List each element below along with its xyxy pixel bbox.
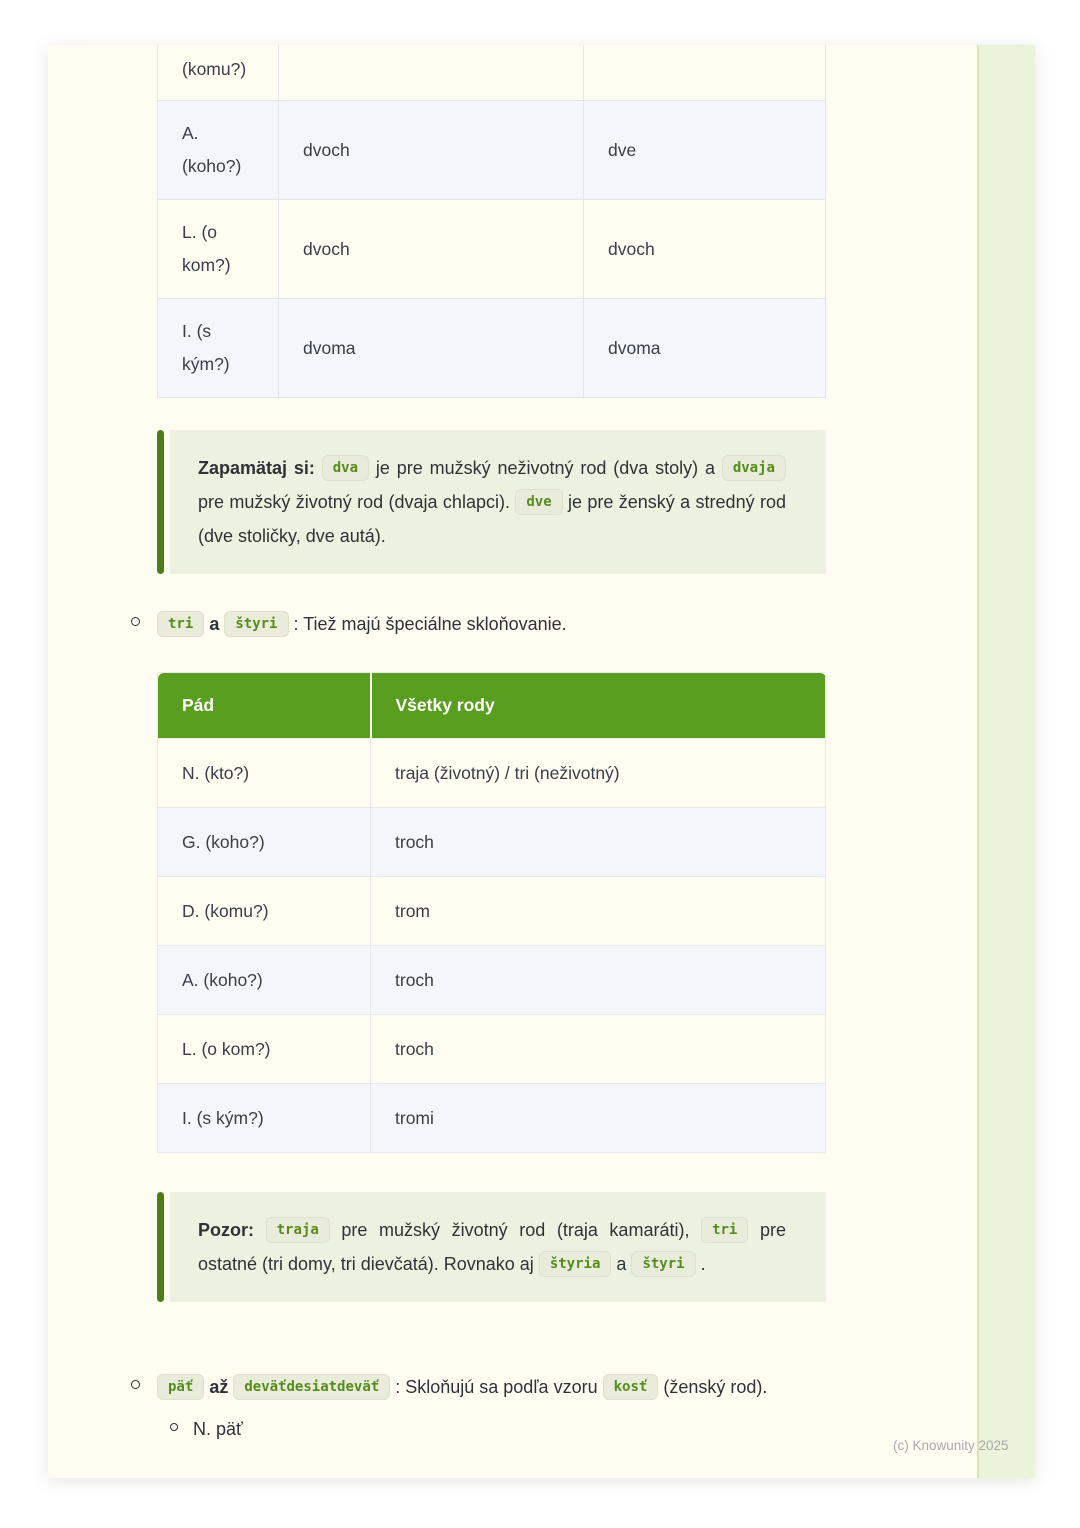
text-run: a xyxy=(616,1254,627,1274)
table-row xyxy=(158,200,826,299)
table-cell xyxy=(279,45,584,101)
table-row xyxy=(158,1015,826,1084)
list-item-tri-styri-text xyxy=(157,614,567,634)
sub-list-item-n-pat-text: N. päť xyxy=(193,1419,243,1439)
table-cell: I. (s kým?) xyxy=(158,299,279,398)
table-row xyxy=(158,946,826,1015)
callout-pozor xyxy=(157,1192,826,1302)
table-cell: dvoma xyxy=(584,299,826,398)
bold-text: a xyxy=(209,614,220,634)
text-run: pre mužský životný rod (dvaja chlapci). xyxy=(198,492,510,512)
code-tag: tri xyxy=(701,1217,748,1243)
bold-text: Pozor: xyxy=(198,1220,254,1240)
table-cell: (komu?) xyxy=(158,45,279,101)
table-row xyxy=(158,877,826,946)
table-cell xyxy=(584,45,826,101)
bullet-circle-icon xyxy=(170,1423,178,1431)
bullet-circle-icon xyxy=(131,1380,140,1389)
table-cell: traja (životný) / tri (neživotný) xyxy=(371,739,826,808)
table-row xyxy=(158,101,826,200)
text-run: : Skloňujú sa podľa vzoru xyxy=(395,1377,598,1397)
note-page xyxy=(48,45,1035,1478)
table-row xyxy=(158,299,826,398)
code-tag: dva xyxy=(322,455,369,481)
table-cell: trom xyxy=(371,877,826,946)
list-item-tri-styri xyxy=(157,607,812,641)
text-run: je pre mužský neživotný rod (dva stoly) a xyxy=(375,458,715,478)
table-cell: D. (komu?) xyxy=(158,877,371,946)
table-cell: N. (kto?) xyxy=(158,739,371,808)
table-cell: troch xyxy=(371,808,826,877)
column-header-vsetky-rody: Všetky rody xyxy=(371,673,826,739)
text-run: pre mužský životný rod (traja kamaráti), xyxy=(341,1220,690,1240)
bullet-circle-icon xyxy=(131,617,140,626)
text-run: . xyxy=(700,1254,706,1274)
code-tag: dvaja xyxy=(722,455,786,481)
copyright-notice: (c) Knowunity 2025 xyxy=(893,1438,1009,1453)
table-cell: dvoma xyxy=(279,299,584,398)
code-tag: štyri xyxy=(631,1251,695,1277)
table-cell: tromi xyxy=(371,1084,826,1153)
table-cell: L. (o kom?) xyxy=(158,200,279,299)
code-tag: štyri xyxy=(224,611,288,637)
code-tag: päť xyxy=(157,1374,204,1400)
code-tag: kosť xyxy=(603,1374,659,1400)
declension-table-tri-body xyxy=(158,739,826,1153)
callout-zapamataj xyxy=(157,430,826,574)
table-header-row xyxy=(158,673,826,739)
table-cell: G. (koho?) xyxy=(158,808,371,877)
code-tag: tri xyxy=(157,611,204,637)
page-edge-stripe xyxy=(977,45,1035,1478)
list-item-pat-text xyxy=(157,1377,767,1397)
text-run: (ženský rod). xyxy=(663,1377,768,1397)
table-row xyxy=(158,1084,826,1153)
declension-table-dva-body xyxy=(158,45,826,398)
sub-list-item-n-pat xyxy=(157,1412,812,1446)
table-cell: troch xyxy=(371,946,826,1015)
text-run: : Tiež majú špeciálne skloňovanie. xyxy=(293,614,567,634)
table-cell: L. (o kom?) xyxy=(158,1015,371,1084)
table-cell: A. (koho?) xyxy=(158,946,371,1015)
table-cell: troch xyxy=(371,1015,826,1084)
code-tag: štyria xyxy=(539,1251,612,1277)
bold-text: až xyxy=(209,1377,229,1397)
callout-zapamataj-text xyxy=(170,430,826,574)
text-run: je pre ženský a stredný rod (dve stoličky, dve autá). xyxy=(198,492,786,546)
text-run: pre ostatné (tri domy, tri dievčatá). Rovnako aj xyxy=(198,1220,786,1274)
table-cell: dve xyxy=(584,101,826,200)
code-tag: deväťdesiatdeväť xyxy=(233,1374,390,1400)
list-item-pat xyxy=(157,1370,812,1446)
declension-table-tri xyxy=(157,672,826,1153)
table-row xyxy=(158,739,826,808)
code-tag: traja xyxy=(266,1217,330,1243)
table-row xyxy=(158,45,826,101)
code-tag: dve xyxy=(515,489,562,515)
table-cell: I. (s kým?) xyxy=(158,1084,371,1153)
table-cell: dvoch xyxy=(584,200,826,299)
column-header-pad: Pád xyxy=(158,673,371,739)
table-cell: dvoch xyxy=(279,200,584,299)
table-cell: dvoch xyxy=(279,101,584,200)
callout-pozor-text xyxy=(170,1192,826,1302)
callout-accent-bar xyxy=(157,1192,164,1302)
callout-accent-bar xyxy=(157,430,164,574)
table-row xyxy=(158,808,826,877)
declension-table-tri-head xyxy=(158,673,826,739)
bold-text: Zapamätaj si: xyxy=(198,458,315,478)
table-cell: A. (koho?) xyxy=(158,101,279,200)
declension-table-dva xyxy=(157,45,826,398)
